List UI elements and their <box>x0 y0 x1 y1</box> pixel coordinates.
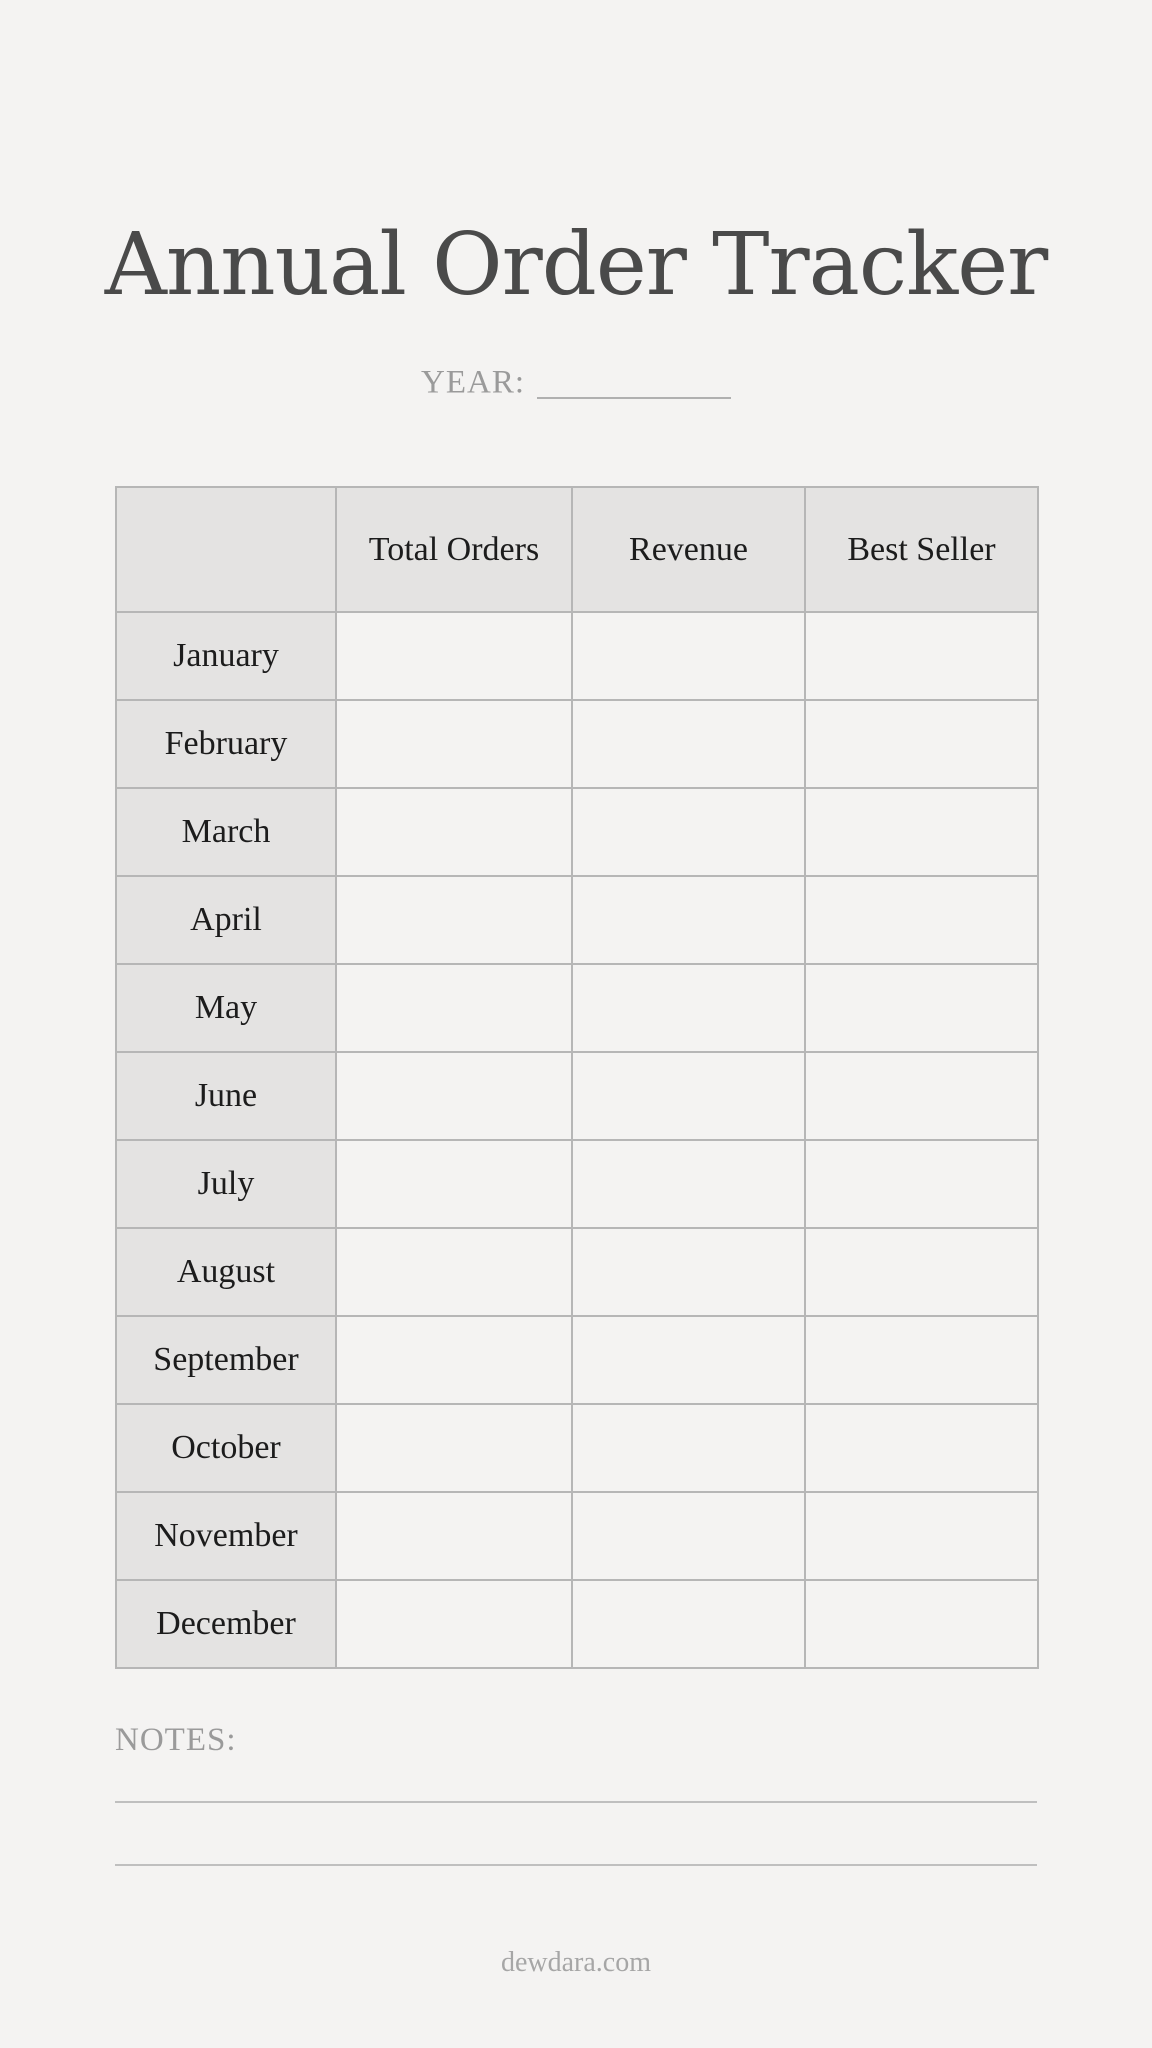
table-row <box>116 788 1038 876</box>
total-orders-cell[interactable] <box>336 1228 572 1316</box>
table-row <box>116 612 1038 700</box>
total-orders-cell[interactable] <box>336 1492 572 1580</box>
best-seller-cell[interactable] <box>805 1404 1038 1492</box>
table-row <box>116 1492 1038 1580</box>
total-orders-cell[interactable] <box>336 788 572 876</box>
total-orders-cell[interactable] <box>336 1316 572 1404</box>
revenue-cell[interactable] <box>572 788 805 876</box>
best-seller-cell[interactable] <box>805 1140 1038 1228</box>
best-seller-cell[interactable] <box>805 1228 1038 1316</box>
month-label: September <box>116 1316 336 1404</box>
month-label: January <box>116 612 336 700</box>
best-seller-cell[interactable] <box>805 1052 1038 1140</box>
revenue-cell[interactable] <box>572 1140 805 1228</box>
year-blank-line[interactable] <box>537 397 731 399</box>
total-orders-cell[interactable] <box>336 1052 572 1140</box>
table-row <box>116 964 1038 1052</box>
month-label: May <box>116 964 336 1052</box>
table-row <box>116 1140 1038 1228</box>
best-seller-cell[interactable] <box>805 1580 1038 1668</box>
revenue-cell[interactable] <box>572 1580 805 1668</box>
page-title: Annual Order Tracker <box>104 215 1048 315</box>
best-seller-cell[interactable] <box>805 876 1038 964</box>
revenue-cell[interactable] <box>572 1492 805 1580</box>
table-row <box>116 1052 1038 1140</box>
notes-label: NOTES: <box>115 1722 237 1758</box>
best-seller-cell[interactable] <box>805 612 1038 700</box>
header-best-seller: Best Seller <box>805 487 1038 612</box>
notes-line-2[interactable] <box>115 1864 1037 1866</box>
order-tracker-table <box>115 486 1039 1669</box>
notes-line-1[interactable] <box>115 1801 1037 1803</box>
month-label: August <box>116 1228 336 1316</box>
month-label: October <box>116 1404 336 1492</box>
year-label: YEAR: <box>421 364 525 401</box>
revenue-cell[interactable] <box>572 876 805 964</box>
total-orders-cell[interactable] <box>336 612 572 700</box>
table-header-row <box>116 487 1038 612</box>
header-total-orders: Total Orders <box>336 487 572 612</box>
best-seller-cell[interactable] <box>805 788 1038 876</box>
best-seller-cell[interactable] <box>805 1316 1038 1404</box>
footer-website: dewdara.com <box>500 1947 652 1978</box>
total-orders-cell[interactable] <box>336 1580 572 1668</box>
table-row <box>116 700 1038 788</box>
table-row <box>116 1228 1038 1316</box>
best-seller-cell[interactable] <box>805 700 1038 788</box>
table-row <box>116 876 1038 964</box>
month-label: April <box>116 876 336 964</box>
revenue-cell[interactable] <box>572 1052 805 1140</box>
revenue-cell[interactable] <box>572 1316 805 1404</box>
table-row <box>116 1580 1038 1668</box>
header-cell-empty <box>116 487 336 612</box>
month-label: February <box>116 700 336 788</box>
revenue-cell[interactable] <box>572 1228 805 1316</box>
total-orders-cell[interactable] <box>336 964 572 1052</box>
revenue-cell[interactable] <box>572 1404 805 1492</box>
month-label: March <box>116 788 336 876</box>
month-label: November <box>116 1492 336 1580</box>
header-revenue: Revenue <box>572 487 805 612</box>
month-label: June <box>116 1052 336 1140</box>
total-orders-cell[interactable] <box>336 876 572 964</box>
best-seller-cell[interactable] <box>805 964 1038 1052</box>
table-row <box>116 1404 1038 1492</box>
best-seller-cell[interactable] <box>805 1492 1038 1580</box>
revenue-cell[interactable] <box>572 612 805 700</box>
total-orders-cell[interactable] <box>336 1404 572 1492</box>
month-label: July <box>116 1140 336 1228</box>
revenue-cell[interactable] <box>572 700 805 788</box>
table-row <box>116 1316 1038 1404</box>
month-label: December <box>116 1580 336 1668</box>
total-orders-cell[interactable] <box>336 700 572 788</box>
year-field <box>0 360 1152 405</box>
revenue-cell[interactable] <box>572 964 805 1052</box>
total-orders-cell[interactable] <box>336 1140 572 1228</box>
